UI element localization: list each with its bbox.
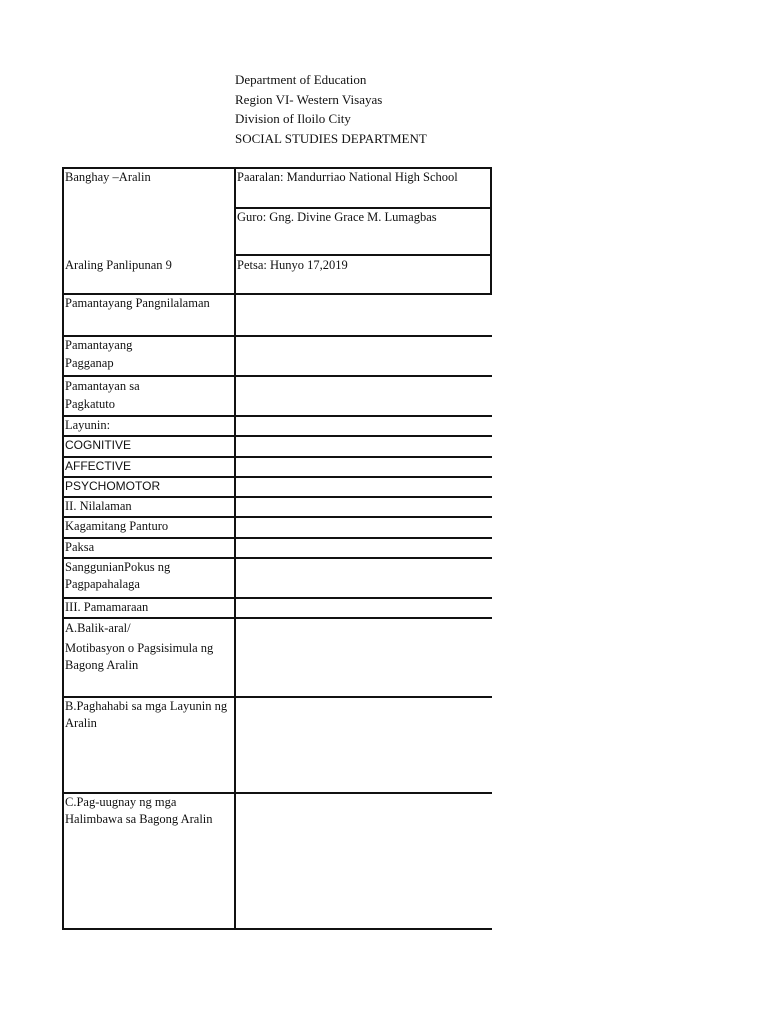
procedure-label: III. Pamamaraan: [65, 600, 149, 614]
lesson-plan-label: Banghay –Aralin: [65, 170, 151, 184]
learning-competency-label: [65, 377, 140, 413]
row-divider: [62, 415, 492, 417]
topic-label: Paksa: [65, 540, 95, 554]
materials-label: Kagamitang Panturo: [65, 519, 169, 533]
table-bottom-border: [62, 928, 492, 930]
row-divider: [62, 537, 492, 539]
header-region: Region VI- Western Visayas: [235, 91, 383, 107]
performance-standard-line2: Pagganap: [65, 356, 114, 370]
learning-competency-line1: Pamantayan sa: [65, 379, 140, 393]
table-left-border: [62, 167, 64, 930]
cognitive-label: COGNITIVE: [65, 438, 132, 452]
subject-label: Araling Panlipunan 9: [65, 258, 172, 272]
content-standard-label: Pamantayang Pangnilalaman: [65, 296, 210, 310]
review-motivation-label: [65, 619, 235, 673]
performance-standard-label: [65, 336, 132, 372]
review-line1: A.Balik-aral/: [65, 621, 131, 635]
header-division: Division of Iloilo City: [235, 111, 351, 126]
learning-competency-line2: Pagkatuto: [65, 397, 115, 411]
examples-linking-label: C.Pag-uugnay ng mga Halimbawa sa Bagong Aralin: [65, 795, 213, 826]
header-department: Department of Education: [235, 72, 367, 87]
school-field: Paaralan: Mandurriao National High School: [237, 170, 458, 184]
content-label: II. Nilalaman: [65, 499, 132, 513]
performance-standard-line1: Pamantayang: [65, 338, 133, 352]
references-values-label: SanggunianPokus ng Pagpapahalaga: [65, 560, 171, 591]
teacher-field: Guro: Gng. Divine Grace M. Lumagbas: [237, 210, 437, 224]
affective-label: AFFECTIVE: [65, 459, 132, 473]
psychomotor-label: PSYCHOMOTOR: [65, 479, 161, 493]
review-line2: Motibasyon o Pagsisimula ng Bagong Aralin: [65, 641, 214, 672]
table-right-border-top: [490, 167, 492, 294]
document-header: [235, 70, 427, 148]
objectives-label: Layunin:: [65, 418, 111, 432]
header-social-studies: SOCIAL STUDIES DEPARTMENT: [235, 130, 427, 146]
date-field: Petsa: Hunyo 17,2019: [237, 258, 348, 272]
objectives-presentation-label: B.Paghahabi sa mga Layunin ng Aralin: [65, 699, 228, 730]
